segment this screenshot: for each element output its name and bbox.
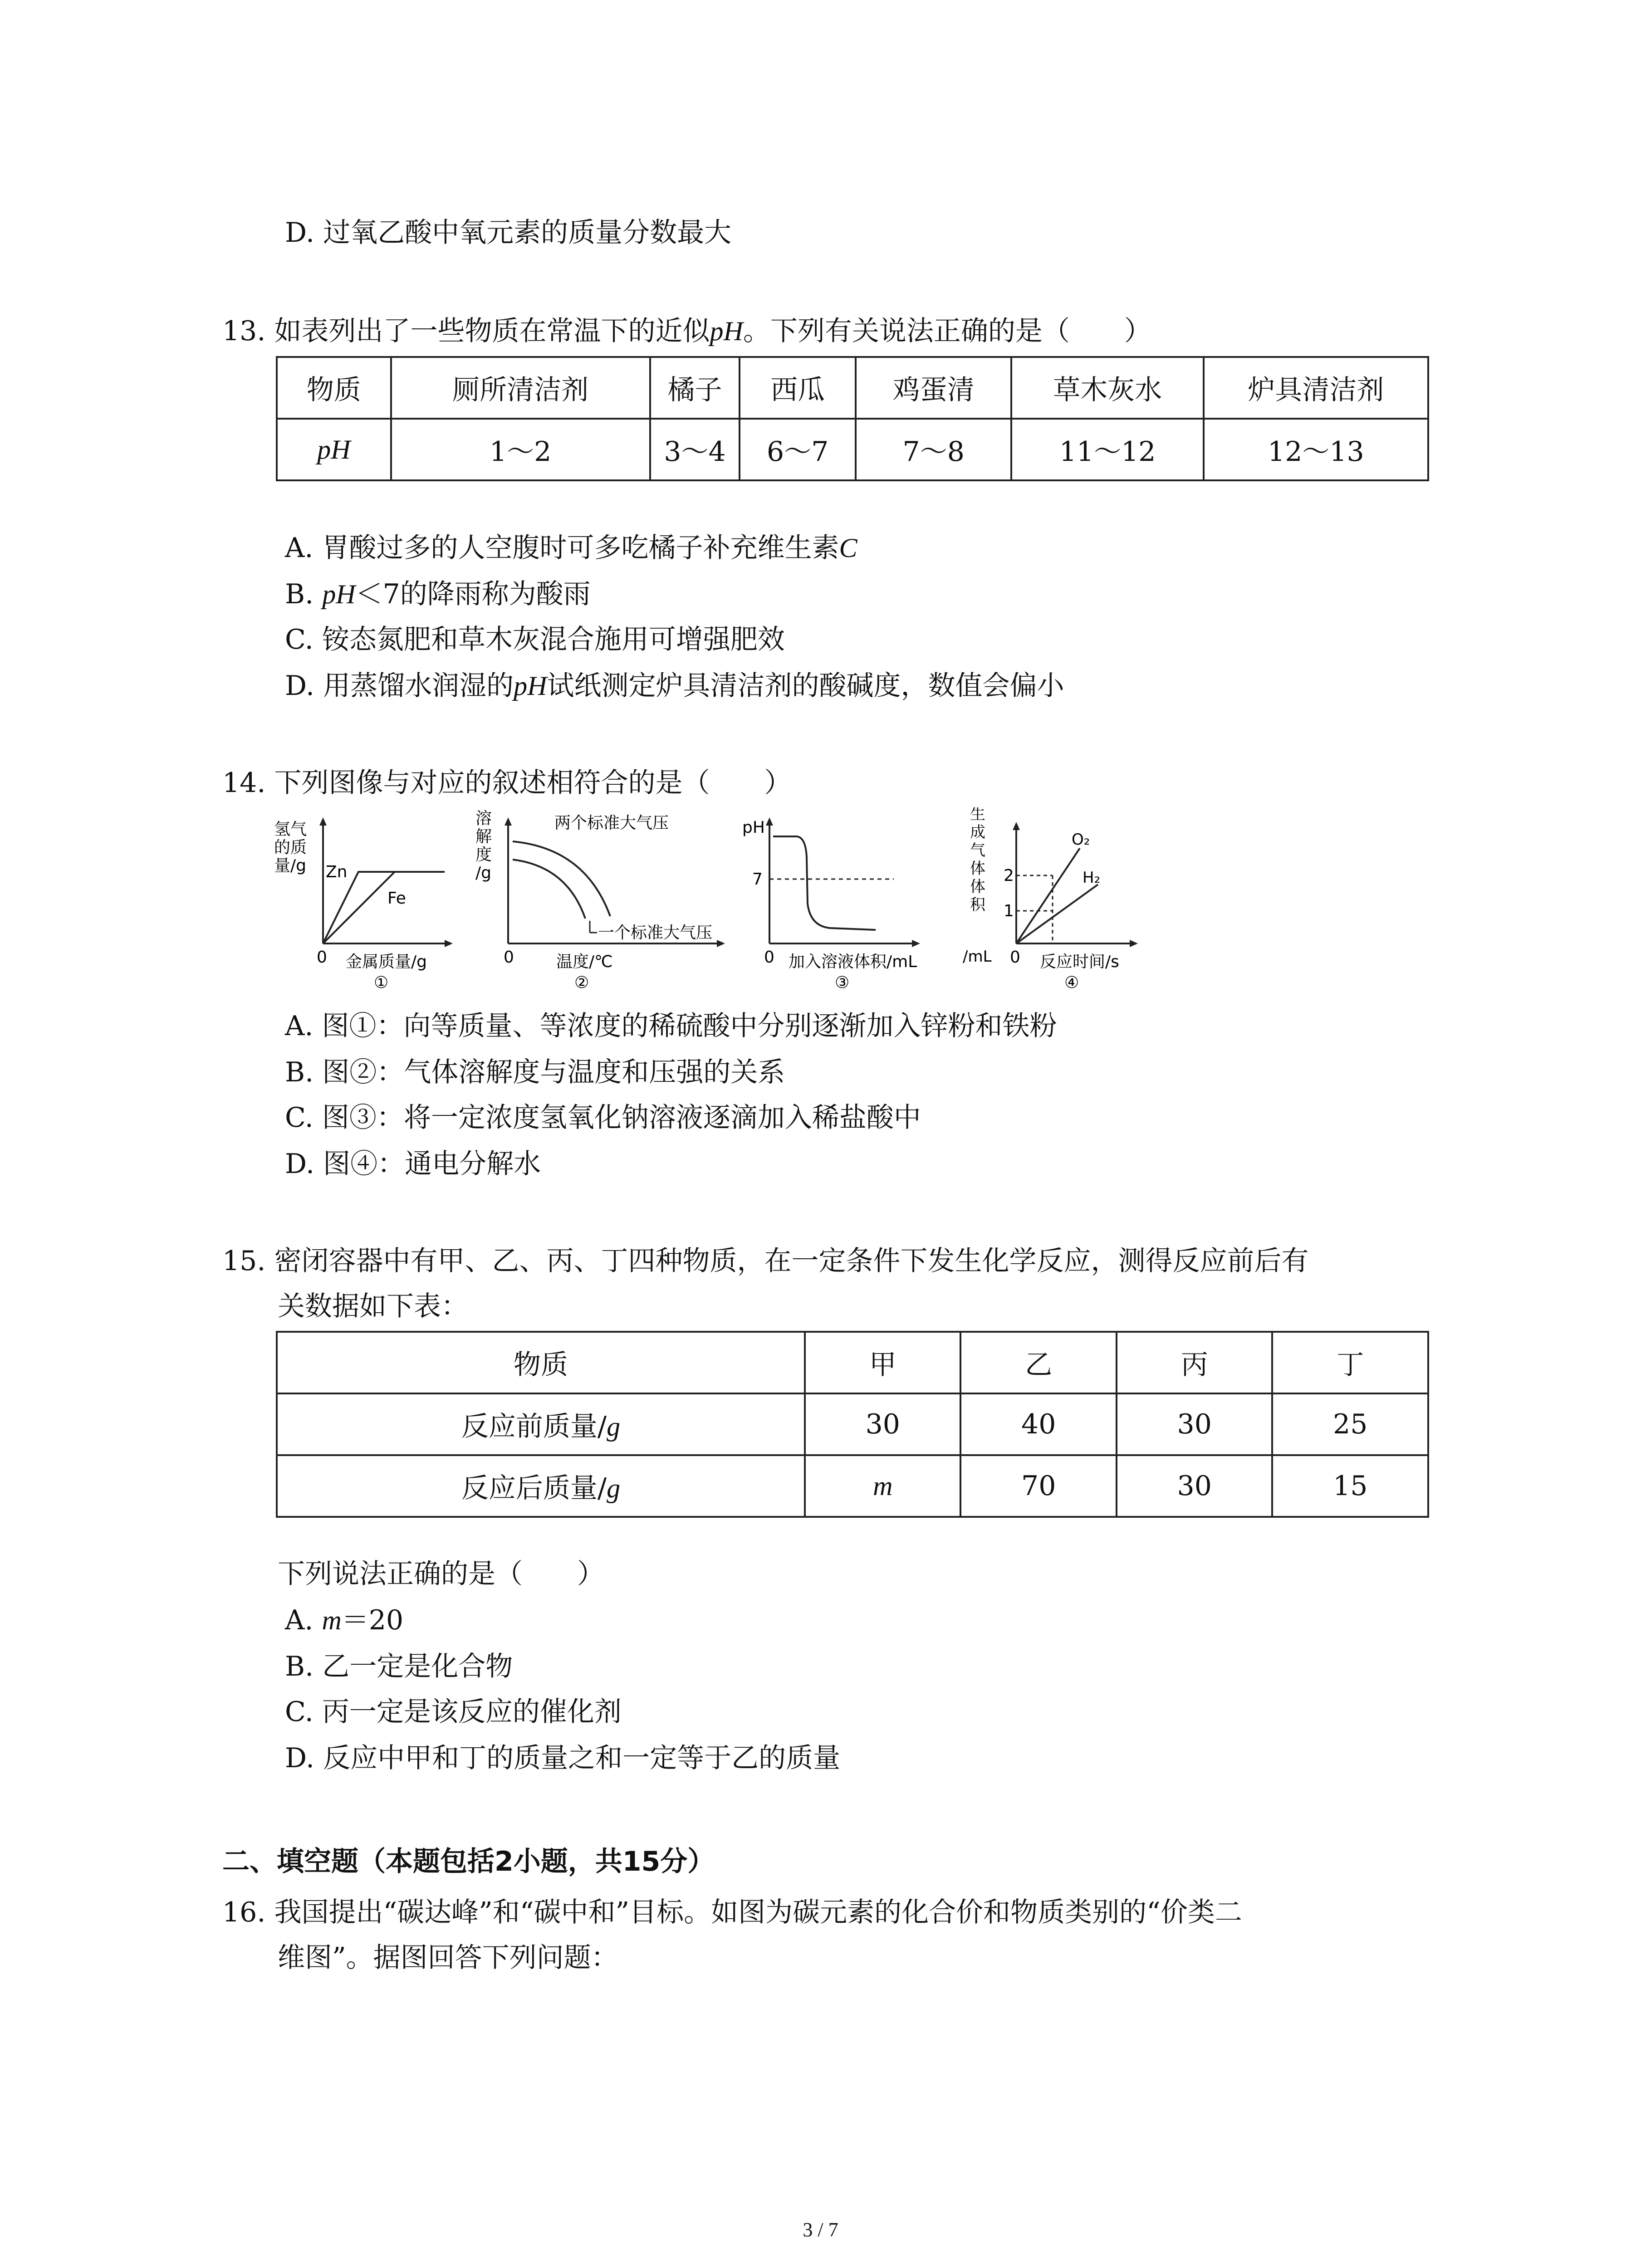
q12-option-d: D. 过氧乙酸中氧元素的质量分数最大 — [285, 217, 732, 249]
table-header-cell: 厕所清洁剂 — [391, 357, 650, 419]
table-cell — [805, 1455, 960, 1517]
table-header-row — [277, 1332, 1428, 1393]
q13-stem — [222, 315, 1151, 347]
q13-option-b — [285, 578, 591, 610]
fig3-origin: 0 — [764, 948, 774, 967]
q13-option-a — [285, 534, 857, 562]
fig4-o2-label: O₂ — [1072, 831, 1090, 849]
q14-option-a: A. 图①：向等质量、等浓度的稀硫酸中分别逐渐加入锌粉和铁粉 — [285, 1010, 1057, 1042]
table-header-cell: 丁 — [1272, 1332, 1428, 1393]
fig4-ylabel-line: 气 — [970, 841, 985, 860]
table-header-cell: 乙 — [960, 1332, 1116, 1393]
q15-option-a-var: m — [322, 1605, 342, 1635]
fig4-ylabel-line: /mL — [963, 948, 992, 966]
fig3-caption: ③ — [835, 973, 850, 992]
fig1-ylabel-line: 量/g — [274, 856, 306, 875]
fig2-lower-curve — [513, 860, 585, 919]
fig2-ylabel-line: 溶 — [475, 809, 492, 828]
q14-option-c: C. 图③：将一定浓度氢氧化钠溶液逐滴加入稀盐酸中 — [285, 1102, 921, 1134]
q14-stem: 14. 下列图像与对应的叙述相符合的是（ ） — [222, 767, 792, 799]
fig4-ylabel-line: 体 — [970, 878, 985, 896]
row-before-label: 反应前质量/ — [461, 1411, 607, 1442]
fig1-zn-label: Zn — [326, 863, 348, 881]
q15-stem-line2: 关数据如下表： — [278, 1290, 468, 1322]
page-number: 3 / 7 — [803, 2219, 838, 2241]
table-header-cell: 草木灰水 — [1011, 357, 1203, 419]
table-row — [277, 1455, 1428, 1517]
fig3-y-arrow — [766, 817, 773, 826]
table-row — [277, 1393, 1428, 1455]
fig4-origin: 0 — [1010, 948, 1020, 967]
fig4-y-arrow — [1013, 822, 1020, 830]
fig4-ylabel-line: 体 — [970, 860, 985, 878]
q13-option-a-text: A. 胃酸过多的人空腹时可多吃橘子补充维生素 — [285, 532, 839, 564]
fig1-caption: ① — [374, 973, 389, 992]
q13-option-b-var: pH — [322, 579, 356, 609]
q15-prompt: 下列说法正确的是（ ） — [278, 1558, 604, 1590]
fig4-h2-line — [1016, 885, 1098, 943]
fig4-o2-line — [1016, 848, 1080, 943]
q15-option-a-prefix: A. — [285, 1604, 322, 1636]
table-cell: 25 — [1272, 1393, 1428, 1455]
fig1-ylabel-line: 氢气 — [274, 820, 307, 839]
figure-4 — [963, 807, 1138, 992]
q13-option-b-prefix: B. — [285, 578, 323, 610]
table-header-cell: 西瓜 — [740, 357, 856, 419]
table-row-label — [277, 1393, 805, 1455]
q16-line1: 16. 我国提出“碳达峰”和“碳中和”目标。如图为碳元素的化合价和物质类别的“价类二 — [222, 1897, 1242, 1928]
table-cell: 15 — [1272, 1455, 1428, 1517]
table-cell: 30 — [1117, 1455, 1272, 1517]
table-header-cell: 物质 — [277, 357, 391, 419]
table-header-cell: 鸡蛋清 — [856, 357, 1011, 419]
fig1-fe-label: Fe — [387, 889, 406, 908]
table-cell: 11～12 — [1011, 419, 1203, 480]
fig3-x-arrow — [912, 940, 920, 947]
table-row-label — [277, 419, 391, 480]
q13-option-c: C. 铵态氮肥和草木灰混合施用可增强肥效 — [285, 624, 785, 655]
fig2-upper-curve — [513, 841, 610, 916]
fig4-x-arrow — [1130, 940, 1138, 947]
fig3-tick-7: 7 — [752, 870, 763, 889]
fig1-x-arrow — [445, 940, 453, 947]
fig1-y-arrow — [319, 817, 327, 826]
table-header-cell: 甲 — [805, 1332, 960, 1393]
fig1-xlabel: 金属质量/g — [346, 953, 427, 971]
table-header-row — [277, 357, 1428, 419]
fig4-tick-2: 2 — [1004, 866, 1014, 885]
ph-label: pH — [317, 435, 351, 464]
fig4-ylabel-line: 积 — [970, 896, 985, 914]
table-cell: 70 — [960, 1455, 1116, 1517]
q15-mass-table — [276, 1331, 1429, 1518]
section-2-title: 二、填空题（本题包括2小题，共15分） — [222, 1846, 715, 1877]
q13-option-d-prefix: D. 用蒸馏水润湿的 — [285, 670, 514, 702]
fig2-ylabel-line: 解 — [475, 827, 492, 846]
fig2-xlabel: 温度/℃ — [556, 953, 613, 971]
table-header-cell: 炉具清洁剂 — [1204, 357, 1428, 419]
q13-stem-var: pH — [710, 316, 743, 346]
q13-option-b-text: ＜7的降雨称为酸雨 — [355, 578, 591, 610]
fig2-ylabel-line: 度 — [475, 846, 492, 864]
fig1-fe-line — [323, 872, 395, 943]
q13-stem-suffix: 。下列有关说法正确的是（ ） — [743, 315, 1151, 347]
q14-option-b: B. 图②：气体溶解度与温度和压强的关系 — [285, 1056, 785, 1088]
table-cell: 7～8 — [856, 419, 1011, 480]
q14-option-d: D. 图④：通电分解水 — [285, 1148, 541, 1180]
q15-option-c: C. 丙一定是该反应的催化剂 — [285, 1696, 622, 1728]
fig4-caption: ④ — [1064, 973, 1079, 992]
q13-option-a-var: C — [839, 533, 857, 563]
fig2-curve-upper-label: 两个标准大气压 — [554, 814, 669, 832]
q13-option-d-suffix: 试纸测定炉具清洁剂的酸碱度，数值会偏小 — [547, 670, 1064, 702]
fig2-caption: ② — [574, 973, 589, 992]
q15-option-b: B. 乙一定是化合物 — [285, 1651, 513, 1682]
figure-1 — [274, 817, 453, 992]
figure-2 — [475, 809, 725, 992]
fig4-ylabel-line: 生 — [970, 807, 985, 823]
fig3-ylabel: pH — [742, 818, 765, 837]
fig2-y-arrow — [505, 817, 512, 826]
table-cell: 30 — [805, 1393, 960, 1455]
row-before-unit: g — [607, 1412, 621, 1442]
q13-option-d-var: pH — [514, 671, 547, 701]
table-row — [277, 419, 1428, 480]
row-after-unit: g — [607, 1473, 621, 1503]
fig4-h2-label: H₂ — [1083, 869, 1101, 887]
q13-ph-table — [276, 356, 1429, 481]
q16-line2: 维图”。据图回答下列问题： — [278, 1942, 618, 1974]
table-cell: 1～2 — [391, 419, 650, 480]
fig3-ph-curve — [773, 836, 876, 930]
table-cell: 30 — [1117, 1393, 1272, 1455]
figure-3 — [742, 817, 920, 992]
fig2-ylabel-line: /g — [475, 864, 491, 882]
q14-figures-svg — [272, 807, 1180, 1007]
row-after-m: m — [873, 1471, 893, 1501]
q13-option-d — [285, 670, 1064, 702]
q15-option-a-text: ＝20 — [341, 1604, 404, 1636]
table-row-label — [277, 1455, 805, 1517]
fig3-xlabel: 加入溶液体积/mL — [789, 953, 917, 971]
table-cell: 40 — [960, 1393, 1116, 1455]
q13-stem-prefix: 13. 如表列出了一些物质在常温下的近似 — [222, 315, 710, 347]
q15-option-d: D. 反应中甲和丁的质量之和一定等于乙的质量 — [285, 1742, 841, 1774]
fig2-curve-lower-label: 一个标准大气压 — [598, 924, 713, 942]
table-cell: 6～7 — [740, 419, 856, 480]
fig2-x-arrow — [717, 940, 725, 947]
table-header-cell: 橘子 — [650, 357, 740, 419]
q15-stem-line1: 15. 密闭容器中有甲、乙、丙、丁四种物质，在一定条件下发生化学反应，测得反应前后有 — [222, 1245, 1309, 1277]
fig1-origin: 0 — [317, 948, 327, 967]
fig1-ylabel-line: 的质 — [274, 838, 307, 857]
fig4-xlabel: 反应时间/s — [1040, 953, 1119, 971]
q14-figures — [272, 807, 1180, 1007]
fig4-tick-1: 1 — [1004, 902, 1014, 920]
row-after-label: 反应后质量/ — [461, 1472, 607, 1504]
q15-option-a — [285, 1604, 404, 1636]
table-header-cell: 物质 — [277, 1332, 805, 1393]
table-cell: 12～13 — [1204, 419, 1428, 480]
table-cell: 3～4 — [650, 419, 740, 480]
fig4-ylabel-line: 成 — [970, 823, 985, 841]
fig2-origin: 0 — [504, 948, 514, 967]
table-header-cell: 丙 — [1117, 1332, 1272, 1393]
